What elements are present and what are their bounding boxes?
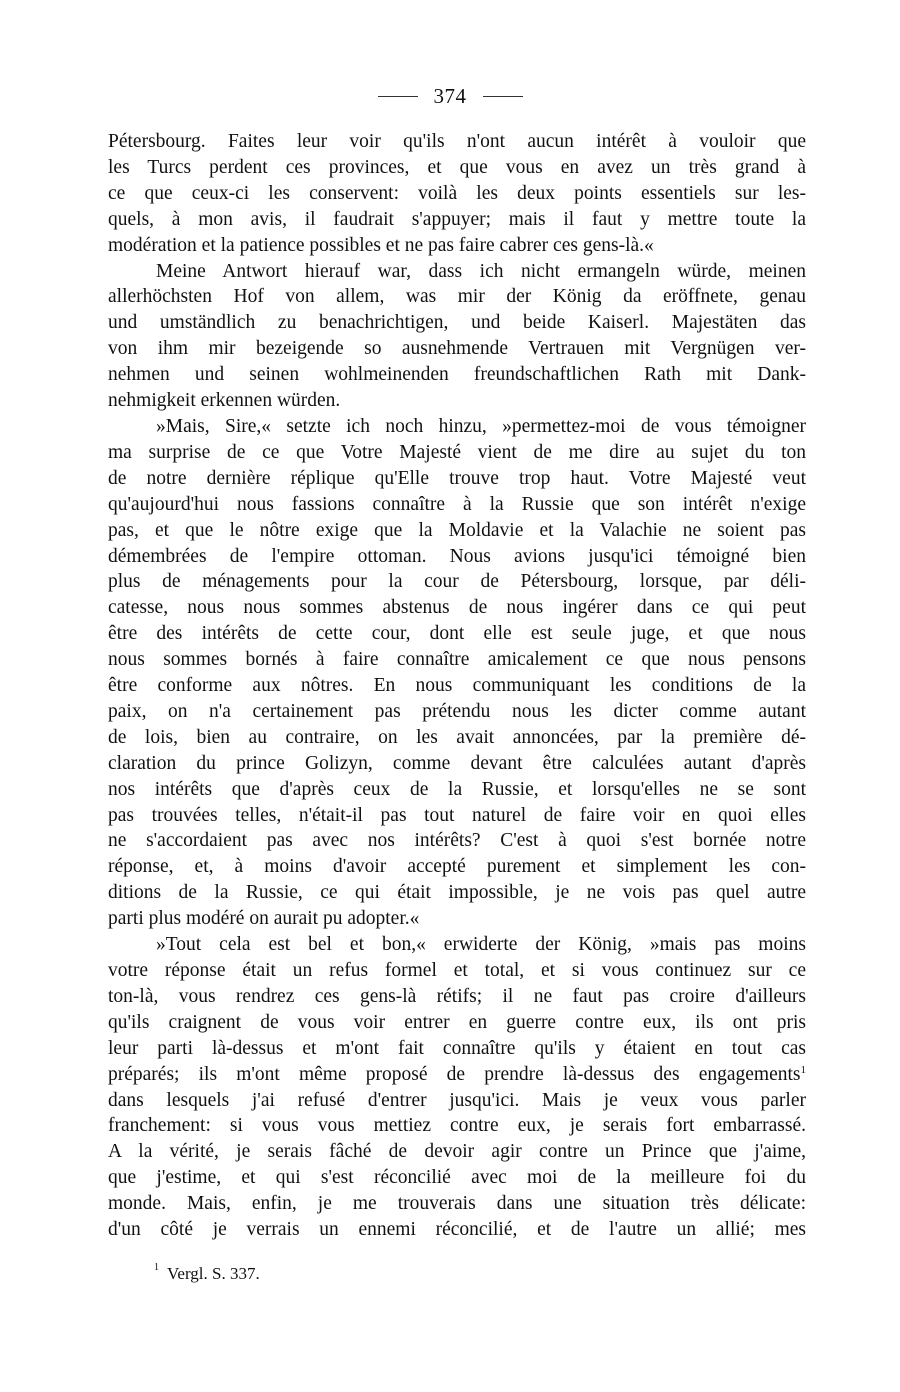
- text-line: leur parti là-dessus et m'ont fait connaître qu'ils y étaient en tout cas: [108, 1037, 806, 1059]
- text-line: parti plus modéré on aurait pu adopter.«: [108, 908, 420, 930]
- header-rule-right: [483, 96, 523, 97]
- text-line-with-footnote: [108, 1062, 806, 1088]
- text-line: plus de ménagements pour la cour de Pétersbourg, lorsque, par déli-: [108, 571, 806, 593]
- footnote-text: Vergl. S. 337.: [167, 1264, 260, 1283]
- footnote: [154, 1264, 260, 1284]
- text-line: monde. Mais, enfin, je me trouverais dans une situation très délicate:: [108, 1193, 806, 1215]
- text-line: »Mais, Sire,« setzte ich noch hinzu, »permettez-moi de vous témoigner: [156, 415, 806, 437]
- text-line: ma surprise de ce que Votre Majesté vient de me dire au sujet du ton: [108, 441, 806, 463]
- text-line: ton-là, vous rendrez ces gens-là rétifs; il ne faut pas croire d'ailleurs: [108, 985, 806, 1007]
- text-line: claration du prince Golizyn, comme devant être calculées autant d'après: [108, 752, 806, 774]
- footnote-marker: 1: [154, 1262, 159, 1273]
- text-line: »Tout cela est bel et bon,« erwiderte der König, »mais pas moins: [156, 934, 806, 956]
- text-line: paix, on n'a certainement pas prétendu nous les dicter comme autant: [108, 700, 806, 722]
- text-line: Pétersbourg. Faites leur voir qu'ils n'ont aucun intérêt à vouloir que: [108, 131, 806, 152]
- text-line: Meine Antwort hierauf war, dass ich nicht ermangeln würde, meinen: [156, 260, 806, 282]
- page-number: 374: [433, 84, 467, 108]
- text-line: und umständlich zu benachrichtigen, und beide Kaiserl. Majestäten das: [108, 312, 806, 334]
- text-line: A la vérité, je serais fâché de devoir agir contre un Prince que j'aime,: [108, 1141, 806, 1163]
- text-line: allerhöchsten Hof von allem, was mir der König da eröffnete, genau: [108, 286, 806, 308]
- text-line: d'un côté je verrais un ennemi réconcilié, et de l'autre un allié; mes: [108, 1219, 806, 1241]
- text-line: réponse, et, à moins d'avoir accepté purement et simplement les con-: [108, 856, 806, 878]
- text-line: modération et la patience possibles et ne pas faire cabrer ces gens-là.«: [108, 234, 654, 256]
- text-line: de notre dernière réplique qu'Elle trouve trop haut. Votre Majesté veut: [108, 467, 806, 489]
- text-line: nous sommes bornés à faire connaître amicalement ce que nous pensons: [108, 649, 806, 671]
- text-line: pas, et que le nôtre exige que la Moldavie et la Valachie ne soient pas: [108, 519, 806, 541]
- text-line: votre réponse était un refus formel et total, et si vous continuez sur ce: [108, 960, 806, 981]
- text-line-content: préparés; ils m'ont même proposé de prendre là-dessus des engagements: [108, 1063, 801, 1085]
- text-line: de lois, bien au contraire, on les avait annoncées, par la première dé-: [108, 726, 806, 748]
- text-line: être des intérêts de cette cour, dont elle est seule juge, et que nous: [108, 623, 806, 645]
- text-line: dans lesquels j'ai refusé d'entrer jusqu'ici. Mais je veux vous parler: [108, 1089, 806, 1111]
- text-line: qu'ils craignent de vous voir entrer en guerre contre eux, ils ont pris: [108, 1011, 806, 1033]
- text-line: nos intérêts que d'après ceux de la Russie, et lorsqu'elles ne se sont: [108, 778, 806, 800]
- text-line: ce que ceux-ci les conservent: voilà les deux points essentiels sur les-: [108, 182, 806, 204]
- body-text: [108, 129, 806, 1243]
- footnote-reference: 1: [800, 1063, 806, 1076]
- text-line: franchement: si vous vous mettiez contre eux, je serais fort embarrassé.: [108, 1115, 806, 1137]
- text-line: quels, à mon avis, il faudrait s'appuyer; mais il faut y mettre toute la: [108, 208, 806, 230]
- text-line: ne s'accordaient pas avec nos intérêts? C'est à quoi s'est bornée notre: [108, 830, 806, 852]
- text-line: que j'estime, et qui s'est réconcilié avec moi de la meilleure foi du: [108, 1167, 806, 1189]
- text-line: catesse, nous nous sommes abstenus de nous ingérer dans ce qui peut: [108, 597, 806, 619]
- text-line: nehmigkeit erkennen würden.: [108, 390, 341, 412]
- text-line: être conforme aux nôtres. En nous communiquant les conditions de la: [108, 675, 806, 697]
- text-line: nehmen und seinen wohlmeinenden freundschaftlichen Rath mit Dank-: [108, 364, 806, 386]
- text-line: pas trouvées telles, n'était-il pas tout naturel de faire voir en quoi elles: [108, 804, 806, 826]
- text-line: von ihm mir bezeigende so ausnehmende Vertrauen mit Vergnügen ver-: [108, 338, 806, 360]
- text-line: les Turcs perdent ces provinces, et que vous en avez un très grand à: [108, 156, 806, 178]
- text-line: qu'aujourd'hui nous fassions connaître à la Russie que son intérêt n'exige: [108, 493, 806, 515]
- text-line: ditions de la Russie, ce qui était impossible, je ne vois pas quel autre: [108, 882, 806, 904]
- header-rule-left: [378, 96, 418, 97]
- page-header: [0, 84, 900, 109]
- text-line: démembrées de l'empire ottoman. Nous avions jusqu'ici témoigné bien: [108, 545, 806, 567]
